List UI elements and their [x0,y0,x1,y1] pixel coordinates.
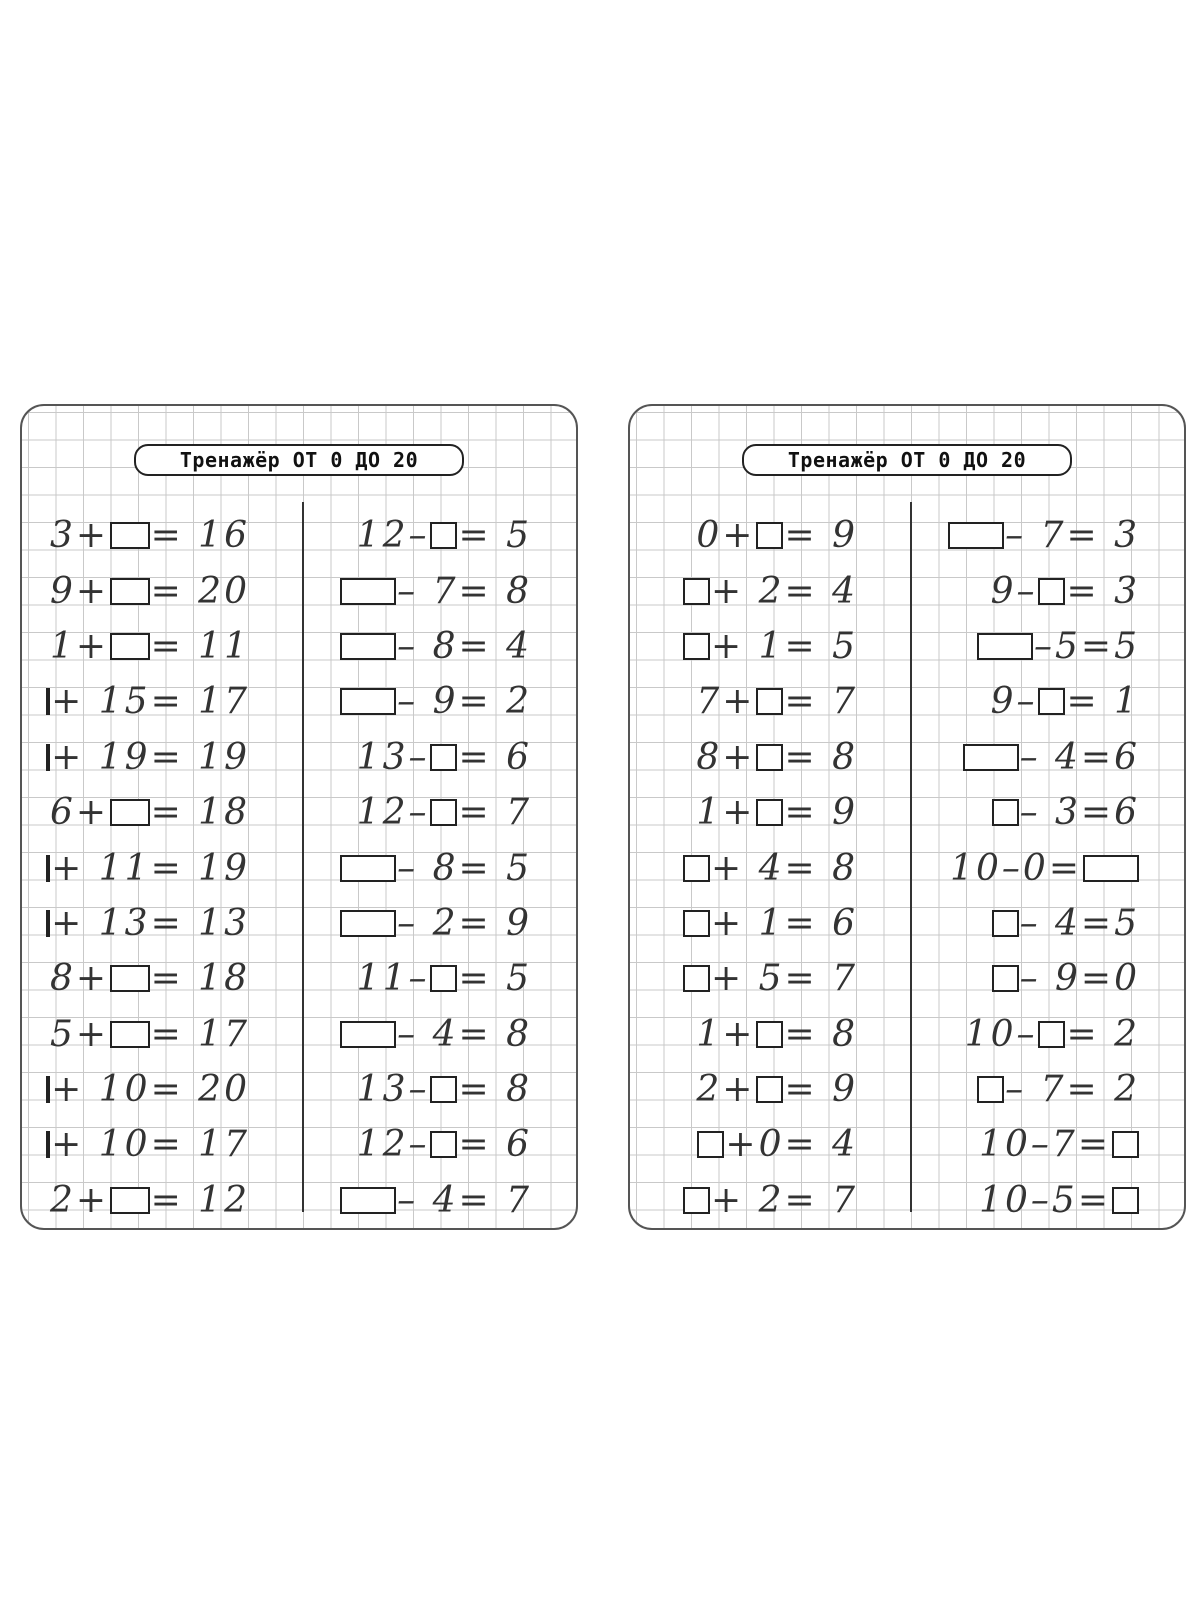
equation-left-part: 6+ [50,792,110,834]
equation-row [50,674,250,729]
equation-column-addition [50,508,250,1228]
equation-right-part: – 8= 5 [397,847,532,889]
equation-right-part: – 9= 2 [397,681,532,723]
equation-row [940,1007,1140,1062]
equation-left-part: 12– [356,1124,430,1166]
worksheet-title: Тренажёр ОТ 0 ДО 20 [742,444,1072,476]
equation-left-part: 10–0= [950,847,1082,889]
equation-row [332,951,532,1006]
equation-right-part: + 2= 7 [710,1179,858,1221]
equation-column-subtraction [940,508,1140,1228]
equation-right-part: + 5= 7 [710,958,858,1000]
answer-box[interactable] [430,965,457,992]
equation-right-part: + 1= 5 [710,625,858,667]
equation-right-part: = 7 [458,792,532,834]
equation-row [50,1173,250,1228]
equation-right-part: = 6 [458,736,532,778]
equation-row [658,1173,858,1228]
equation-row [658,508,858,563]
equation-right-part: + 13= 13 [51,902,250,944]
equation-right-part: + 4= 8 [710,847,858,889]
answer-box[interactable] [1038,1021,1065,1048]
equation-left-part: 7+ [696,681,756,723]
answer-box[interactable] [963,744,1019,771]
equation-row [50,785,250,840]
equation-row [332,1117,532,1172]
equation-left-part: 8+ [696,736,756,778]
equation-row [50,896,250,951]
equation-row [940,1117,1140,1172]
answer-box[interactable] [683,578,710,605]
answer-box[interactable] [756,1021,783,1048]
answer-box[interactable] [46,910,50,937]
equation-right-part: = 9 [784,792,858,834]
equation-right-part: = 18 [150,958,250,1000]
answer-box[interactable] [46,855,50,882]
equation-row [658,730,858,785]
equation-right-part: – 7= 3 [1005,515,1140,557]
equation-right-part: +0= 4 [725,1124,858,1166]
equation-row [940,951,1140,1006]
equation-right-part: + 19= 19 [51,736,250,778]
equation-right-part: – 4=5 [1019,902,1140,944]
equation-right-part: – 9=0 [1019,958,1140,1000]
answer-box[interactable] [46,744,50,771]
equation-right-part: –5=5 [1034,625,1140,667]
answer-box[interactable] [948,522,1004,549]
equation-row [332,674,532,729]
equation-row [332,1062,532,1117]
answer-box[interactable] [977,633,1033,660]
answer-box[interactable] [110,578,150,605]
column-divider [302,502,304,1212]
equation-right-part: = 1 [1066,681,1140,723]
worksheet-card-left [20,404,578,1230]
equation-row [940,674,1140,729]
column-divider [910,502,912,1212]
equation-left-part: 9– [990,570,1038,612]
equation-right-part: – 4=6 [1019,736,1140,778]
equation-left-part: 2+ [50,1179,110,1221]
equation-right-part: = 8 [458,1069,532,1111]
equation-row [940,1173,1140,1228]
answer-box[interactable] [992,965,1019,992]
equation-right-part: + 2= 4 [710,570,858,612]
equation-row [658,563,858,618]
equation-row [940,619,1140,674]
equation-right-part: = 9 [784,515,858,557]
equation-right-part: = 8 [784,736,858,778]
answer-box[interactable] [340,1187,396,1214]
equation-row [940,785,1140,840]
equation-left-part: 12– [356,515,430,557]
equation-right-part: + 1= 6 [710,902,858,944]
answer-box[interactable] [340,910,396,937]
equation-column-subtraction [332,508,532,1228]
equation-row [940,896,1140,951]
answer-box[interactable] [992,910,1019,937]
answer-box[interactable] [340,855,396,882]
answer-box[interactable] [683,965,710,992]
equation-right-part: = 6 [458,1124,532,1166]
answer-box[interactable] [1112,1131,1139,1158]
answer-box[interactable] [1083,855,1139,882]
equation-row [332,785,532,840]
answer-box[interactable] [1112,1187,1139,1214]
equation-right-part: + 10= 20 [51,1069,250,1111]
equation-right-part: = 3 [1066,570,1140,612]
equation-right-part: = 8 [784,1013,858,1055]
equation-left-part: 8+ [50,958,110,1000]
answer-box[interactable] [340,688,396,715]
equation-row [658,896,858,951]
equation-right-part: + 15= 17 [51,681,250,723]
answer-box[interactable] [697,1131,724,1158]
equation-row [50,619,250,674]
equation-right-part: = 17 [150,1013,250,1055]
equation-row [940,1062,1140,1117]
equation-row [658,840,858,895]
answer-box[interactable] [340,1021,396,1048]
answer-box[interactable] [110,799,150,826]
answer-box[interactable] [110,965,150,992]
equation-right-part: – 3=6 [1019,792,1140,834]
equation-left-part: 12– [356,792,430,834]
equation-row [332,896,532,951]
answer-box[interactable] [756,1076,783,1103]
equation-row [940,840,1140,895]
equation-right-part: + 11= 19 [51,847,250,889]
equation-row [332,508,532,563]
answer-box[interactable] [46,1131,50,1158]
answer-box[interactable] [683,855,710,882]
equation-row [658,1062,858,1117]
equation-row [332,563,532,618]
answer-box[interactable] [756,799,783,826]
equation-left-part: 9– [990,681,1038,723]
equation-right-part: – 4= 8 [397,1013,532,1055]
equation-row [658,1117,858,1172]
equation-row [940,563,1140,618]
equation-row [658,951,858,1006]
equation-row [658,785,858,840]
answer-box[interactable] [110,1187,150,1214]
equation-row [50,508,250,563]
equation-row [50,951,250,1006]
equation-right-part: = 18 [150,792,250,834]
answer-box[interactable] [756,744,783,771]
answer-box[interactable] [756,688,783,715]
answer-box[interactable] [46,1076,50,1103]
equation-left-part: 9+ [50,570,110,612]
equation-left-part: 1+ [696,792,756,834]
answer-box[interactable] [977,1076,1004,1103]
answer-box[interactable] [683,910,710,937]
answer-box[interactable] [1038,578,1065,605]
equation-row [332,1173,532,1228]
equation-row [332,840,532,895]
equation-row [50,730,250,785]
equation-row [50,840,250,895]
equation-left-part: 1+ [696,1013,756,1055]
equation-left-part: 3+ [50,515,110,557]
equation-right-part: = 7 [784,681,858,723]
equation-row [332,619,532,674]
answer-box[interactable] [683,633,710,660]
equation-row [658,1007,858,1062]
equation-right-part: – 2= 9 [397,902,532,944]
equation-row [50,1117,250,1172]
worksheet-title: Тренажёр ОТ 0 ДО 20 [134,444,464,476]
equation-row [332,1007,532,1062]
answer-box[interactable] [430,1076,457,1103]
equation-right-part: = 5 [458,958,532,1000]
answer-box[interactable] [46,688,50,715]
equation-row [50,563,250,618]
equation-row [940,730,1140,785]
equation-right-part: – 7= 2 [1005,1069,1140,1111]
worksheet-card-right [628,404,1186,1230]
equation-right-part: – 8= 4 [397,625,532,667]
equation-right-part: = 11 [150,625,250,667]
equation-right-part: + 10= 17 [51,1124,250,1166]
answer-box[interactable] [430,522,457,549]
answer-box[interactable] [110,522,150,549]
equation-left-part: 10–7= [979,1124,1111,1166]
answer-box[interactable] [683,1187,710,1214]
equation-row [332,730,532,785]
equation-right-part: – 4= 7 [397,1179,532,1221]
equation-left-part: 11– [356,958,430,1000]
answer-box[interactable] [430,799,457,826]
equation-left-part: 2+ [696,1069,756,1111]
equation-left-part: 13– [356,736,430,778]
equation-right-part: = 16 [150,515,250,557]
equation-right-part: – 7= 8 [397,570,532,612]
equation-column-addition [658,508,858,1228]
equation-left-part: 13– [356,1069,430,1111]
equation-left-part: 10– [964,1013,1038,1055]
equation-right-part: = 20 [150,570,250,612]
answer-box[interactable] [340,578,396,605]
equation-right-part: = 2 [1066,1013,1140,1055]
answer-box[interactable] [110,633,150,660]
equation-left-part: 5+ [50,1013,110,1055]
answer-box[interactable] [110,1021,150,1048]
answer-box[interactable] [992,799,1019,826]
equation-left-part: 1+ [50,625,110,667]
answer-box[interactable] [430,1131,457,1158]
equation-right-part: = 9 [784,1069,858,1111]
equation-row [658,674,858,729]
equation-row [50,1007,250,1062]
answer-box[interactable] [430,744,457,771]
answer-box[interactable] [1038,688,1065,715]
equation-left-part: 10–5= [979,1179,1111,1221]
answer-box[interactable] [340,633,396,660]
equation-left-part: 0+ [696,515,756,557]
answer-box[interactable] [756,522,783,549]
equation-right-part: = 5 [458,515,532,557]
equation-row [940,508,1140,563]
equation-row [50,1062,250,1117]
equation-right-part: = 12 [150,1179,250,1221]
equation-row [658,619,858,674]
